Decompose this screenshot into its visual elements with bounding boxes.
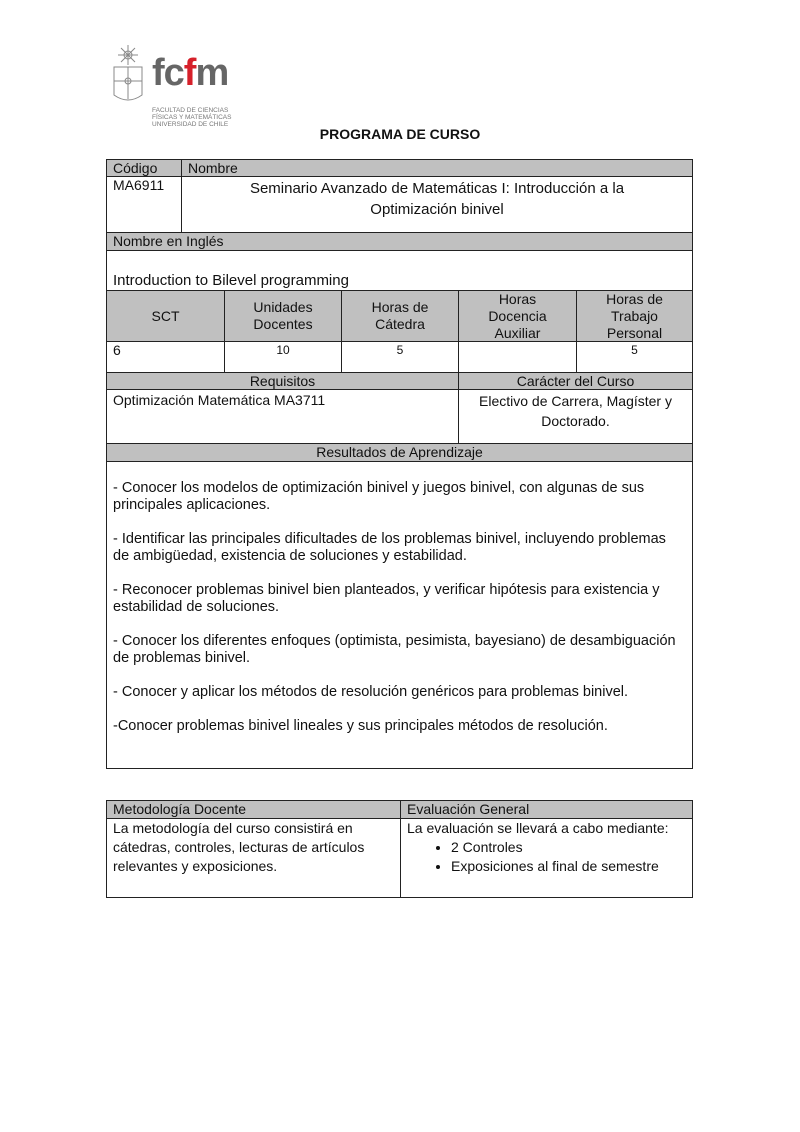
- evaluacion-item: • Exposiciones al final de semestre: [451, 857, 686, 876]
- learning-outcome: -Conocer problemas binivel lineales y sus principales métodos de resolución.: [113, 718, 608, 734]
- metodologia-header: Metodología Docente: [106, 800, 401, 819]
- horas-catedra-header: Horas de Cátedra: [341, 290, 459, 342]
- fcfm-logo: [110, 45, 250, 130]
- course-code: MA6911: [106, 176, 182, 233]
- requisitos-header: Requisitos: [106, 372, 459, 390]
- unidades-docentes-header: Unidades Docentes: [224, 290, 342, 342]
- learning-outcome: - Conocer los diferentes enfoques (optimista, pesimista, bayesiano) de desambiguación de problemas binivel.: [113, 633, 676, 666]
- sct-value: 6: [106, 341, 225, 373]
- university-crest-icon: [110, 45, 146, 107]
- english-name-header: Nombre en Inglés: [106, 232, 693, 251]
- caracter-header: Carácter del Curso: [458, 372, 693, 390]
- learning-outcome: - Conocer los modelos de optimización binivel y juegos binivel, con algunas de sus principales aplicaciones.: [113, 480, 645, 513]
- learning-outcome: - Conocer y aplicar los métodos de resolución genéricos para problemas binivel.: [113, 684, 629, 700]
- english-name: Introduction to Bilevel programming: [106, 250, 693, 291]
- learning-outcome: - Reconocer problemas binivel bien planteados, y verificar hipótesis para existencia y estabilidad de soluciones.: [113, 582, 660, 615]
- resultados-list: [106, 461, 693, 769]
- evaluacion-intro: La evaluación se llevará a cabo mediante:: [407, 820, 669, 836]
- page-title: PROGRAMA DE CURSO: [319, 126, 481, 142]
- evaluacion-value: [400, 818, 693, 898]
- faculty-name: FACULTAD DE CIENCIAS FÍSICAS Y MATEMÁTICAS UNIVERSIDAD DE CHILE: [152, 107, 232, 128]
- evaluacion-header: Evaluación General: [400, 800, 693, 819]
- metodologia-value: La metodología del curso consistirá en cátedras, controles, lecturas de artículos relevantes y exposiciones.: [106, 818, 401, 898]
- horas-trabajo-personal-value: 5: [576, 341, 693, 373]
- evaluacion-item: • 2 Controles: [451, 838, 686, 857]
- requisitos-value: Optimización Matemática MA3711: [106, 389, 459, 444]
- sct-header: SCT: [106, 290, 225, 342]
- name-header: Nombre: [181, 159, 693, 177]
- unidades-docentes-value: 10: [224, 341, 342, 373]
- horas-catedra-value: 5: [341, 341, 459, 373]
- learning-outcome: - Identificar las principales dificultades de los problemas binivel, incluyendo problemas de ambigüedad, existencia de soluciones y estabilidad.: [113, 531, 666, 564]
- caracter-value: Electivo de Carrera, Magíster y Doctorado.: [458, 389, 693, 444]
- horas-docencia-auxiliar-header: Horas Docencia Auxiliar: [458, 290, 577, 342]
- course-name: Seminario Avanzado de Matemáticas I: Introducción a la Optimización binivel: [181, 176, 693, 233]
- resultados-header: Resultados de Aprendizaje: [106, 443, 693, 462]
- horas-trabajo-personal-header: Horas de Trabajo Personal: [576, 290, 693, 342]
- horas-docencia-auxiliar-value: [458, 341, 577, 373]
- evaluacion-list: [407, 838, 686, 876]
- code-header: Código: [106, 159, 182, 177]
- fcfm-wordmark: fcfm: [152, 52, 229, 94]
